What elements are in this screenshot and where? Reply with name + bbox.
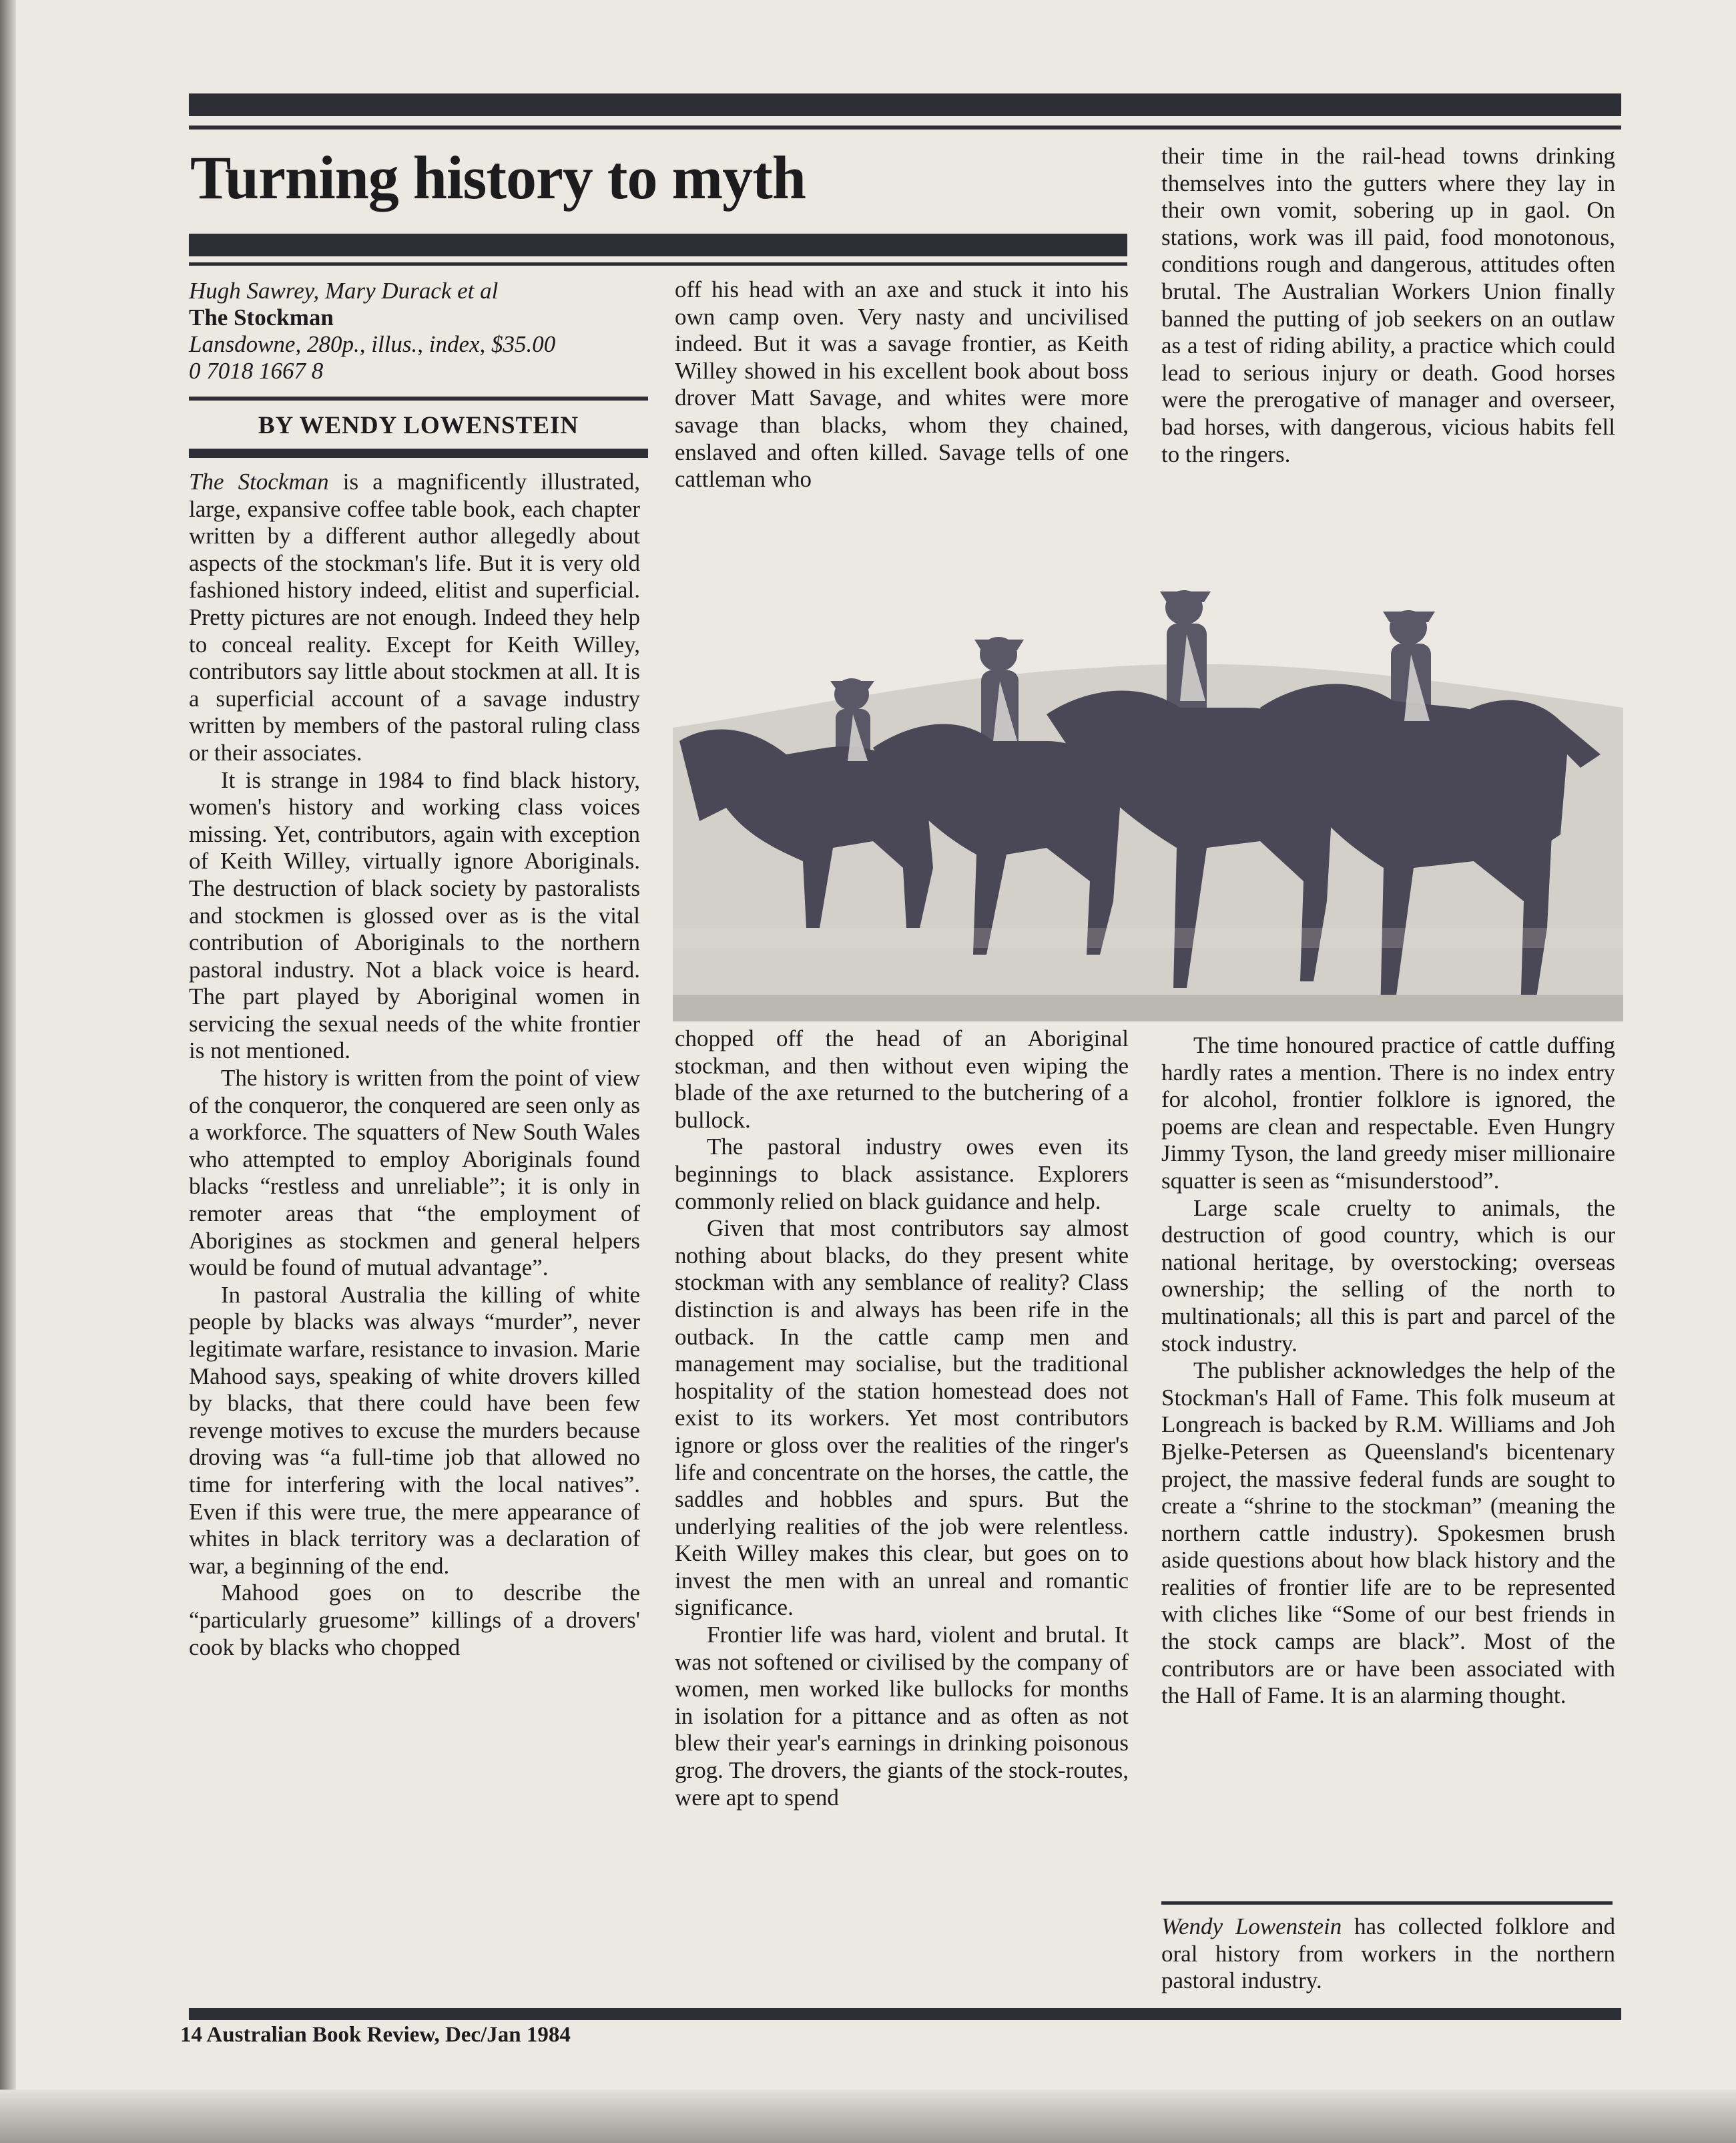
paragraph: The pastoral industry owes even its beginnings to black assistance. Explorers commonly relied on black guidance and help.	[675, 1134, 1129, 1214]
title-heavy-rule	[189, 234, 1127, 256]
paragraph: Wendy Lowenstein has collected folklore and oral history from workers in the northern pastoral industry.	[1161, 1913, 1615, 1994]
paragraph: chopped off the head of an Aboriginal stockman, and then without even wiping the blade of the axe returned to the butchering of a bullock.	[675, 1025, 1129, 1133]
paragraph: The publisher acknowledges the help of the Stockman's Hall of Fame. This folk museum at Longreach is backed by R.M. Williams and Joh Bjelke-Petersen as Queensland's bicentenary project, the massive federal funds are sought to create a “shrine to the stockman” (meaning the northern cattle industry). Spokesmen brush aside questions about how black history and the realities of frontier life are to be represented with cliches like “Some of our best friends in the stock camps are black”. Most of the contributors are or have been associated with the Hall of Fame. It is an alarming thought.	[1161, 1357, 1615, 1709]
paragraph: It is strange in 1984 to find black history, women's history and working class voices missing. Yet, contributors, again with exception of Keith Willey, virtually ignore Aboriginals. The destruction of black society by pastoralists and stockmen is glossed over as is the vital contribution of Aboriginals to the northern pastoral industry. Not a black voice is heard. The part played by Aboriginal women in servicing the sexual needs of the white frontier is not mentioned.	[189, 766, 640, 1064]
author-byline: BY WENDY LOWENSTEIN	[258, 412, 579, 439]
paragraph: Given that most contributors say almost nothing about blacks, do they present white stockman with any semblance of reality? Class distinction is and always has been rife in the outback. In the cattle camp men and management may socialise, but the traditional hospitality of the station homestead does not exist to its workers. Yet most contributors ignore or gloss over the realities of the ringer's life and concentrate on the horses, the cattle, the saddles and hobbles and spurs. But the underlying realities of the job were relentless. Keith Willey makes this clear, but goes on to invest the men with an unreal and romantic significance.	[675, 1215, 1129, 1621]
paragraph: Frontier life was hard, violent and brutal. It was not softened or civilised by the company of women, men worked like bullocks for months in isolation for a pittance and as often as not blew their year's earnings in drinking poisonous grog. The drovers, the giants of the stock-routes, were apt to spend	[675, 1622, 1129, 1811]
paragraph: The Stockman is a magnificently illustrated, large, expansive coffee table book, each chapter written by a different author allegedly about aspects of the stockman's life. But it is very old fashioned history indeed, elitist and superficial. Pretty pictures are not enough. Indeed they help to conceal reality. Except for Keith Willey, contributors say little about stockmen at all. It is a superficial account of a savage industry written by members of the pastoral ruling class or their associates.	[189, 469, 640, 766]
paragraph: Mahood goes on to describe the “particularly gruesome” killings of a drovers' cook by blacks who chopped	[189, 1580, 640, 1660]
top-heavy-rule	[189, 93, 1621, 116]
book-isbn: 0 7018 1667 8	[189, 358, 324, 384]
page-edge-shadow	[0, 0, 16, 2143]
article-title: Turning history to myth	[190, 144, 806, 212]
paragraph: In pastoral Australia the killing of white people by blacks was always “murder”, never legitimate warfare, resistance to invasion. Marie Mahood says, speaking of white drovers killed by blacks, that there could have been few revenge motives to excuse the murders because droving was “a full-time job that allowed no time for interfering with the local natives”. Even if this were true, the mere appearance of whites in black territory was a declaration of war, a beginning of the end.	[189, 1281, 640, 1579]
author-bio	[1161, 1913, 1615, 1995]
column-2-bottom	[675, 1025, 1129, 1811]
book-authors: Hugh Sawrey, Mary Durack et al	[189, 278, 499, 304]
column-1	[189, 469, 640, 1661]
bio-rule	[1161, 1901, 1613, 1905]
paragraph: off his head with an axe and stuck it into his own camp oven. Very nasty and uncivilised indeed. But it was a savage frontier, as Keith Willey showed in his excellent book about boss drover Matt Savage, and whites were more savage than blacks, whom they chained, enslaved and often killed. Savage tells of one cattleman who	[675, 276, 1129, 493]
footer-rule	[189, 2008, 1621, 2020]
book-title-italic: The Stockman	[189, 469, 329, 495]
book-publication-details: Lansdowne, 280p., illus., index, $35.00	[189, 331, 556, 357]
paragraph: The history is written from the point of view of the conqueror, the conquered are seen only as a workforce. The squatters of New South Wales who attempted to employ Aboriginals found blacks “restless and unreliable”; it is only in remoter areas that “the employment of Aborigines as stockmen and general helpers would be found of mutual advantage”.	[189, 1065, 640, 1281]
paragraph: their time in the rail-head towns drinking themselves into the gutters where they lay in their own vomit, sobering up in gaol. On stations, work was ill paid, food monotonous, conditions rough and dangerous, attitudes often brutal. The Australian Workers Union finally banned the putting of job seekers on an outlaw as a test of riding ability, a practice which could lead to serious injury or death. Good horses were the prerogative of manager and overseer, bad horses, with dangerous, vicious habits fell to the ringers.	[1161, 143, 1615, 467]
column-3-bottom	[1161, 1032, 1615, 1710]
column-3-top	[1161, 143, 1615, 468]
book-title: The Stockman	[189, 304, 334, 330]
page-bottom-edge	[0, 2090, 1736, 2143]
byline-bottom-rule	[189, 449, 648, 458]
top-thin-rule	[189, 126, 1621, 130]
byline-top-rule	[189, 397, 648, 401]
column-2-top	[675, 276, 1129, 493]
book-details	[189, 278, 649, 385]
page-footer: 14 Australian Book Review, Dec/Jan 1984	[180, 2023, 571, 2047]
stockmen-on-horseback-photo	[673, 554, 1623, 1021]
paragraph: The time honoured practice of cattle duffing hardly rates a mention. There is no index entry for alcohol, frontier folklore is ignored, the poems are clean and respectable. Even Hungry Jimmy Tyson, the land greedy miser millionaire squatter is seen as “misunderstood”.	[1161, 1032, 1615, 1194]
title-thin-rule	[189, 262, 1127, 266]
bio-author-name: Wendy Lowenstein	[1161, 1913, 1342, 1939]
paragraph: Large scale cruelty to animals, the destruction of good country, which is our national heritage, by overstocking; overseas ownership; the selling of the north to multinationals; all this is part and parcel of the stock industry.	[1161, 1194, 1615, 1357]
